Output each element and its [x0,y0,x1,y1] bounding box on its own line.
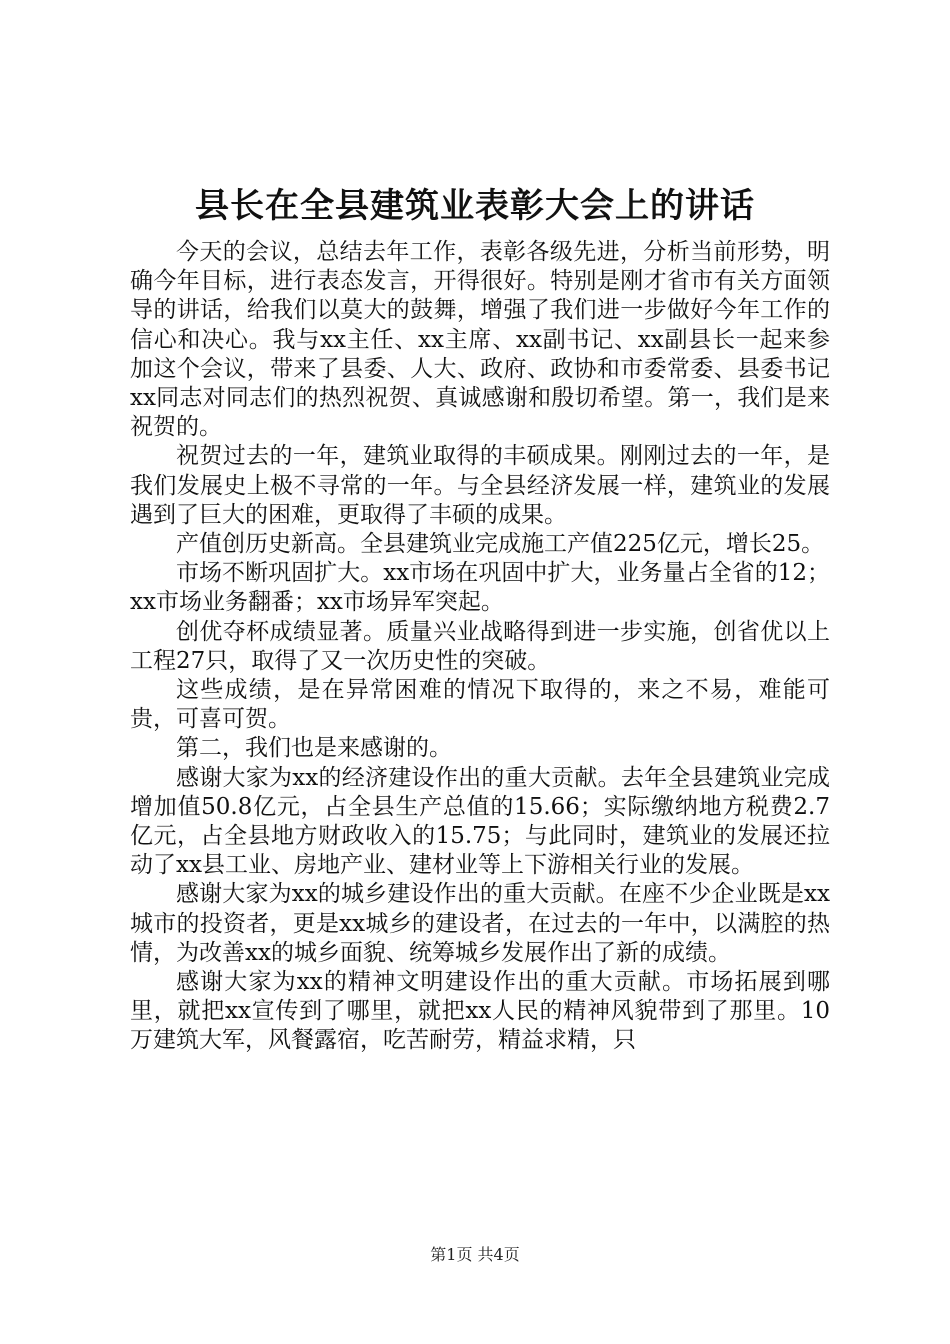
body-paragraph: 这些成绩，是在异常困难的情况下取得的，来之不易，难能可贵，可喜可贺。 [130,677,830,733]
body-paragraph: 祝贺过去的一年，建筑业取得的丰硕成果。刚刚过去的一年，是我们发展史上极不寻常的一年。与全县经济发展一样，建筑业的发展遇到了巨大的困难，更取得了丰硕的成果。 [130,443,830,528]
body-paragraph: 今天的会议，总结去年工作，表彰各级先进，分析当前形势，明确今年目标，进行表态发言，开得很好。特别是刚才省市有关方面领导的讲话，给我们以莫大的鼓舞，增强了我们进一步做好今年工作的信心和决心。我与xx主任、xx主席、xx副书记、xx副县长一起来参加这个会议，带来了县委、人大、政府、政协和市委常委、县委书记xx同志对同志们的热烈祝贺、真诚感谢和殷切希望。第一，我们是来祝贺的。 [130,239,830,441]
body-paragraph: 第二，我们也是来感谢的。 [176,735,452,762]
body-paragraph: 感谢大家为xx的精神文明建设作出的重大贡献。市场拓展到哪里，就把xx宣传到了哪里，就把xx人民的精神风貌带到了那里。10万建筑大军，风餐露宿，吃苦耐劳，精益求精，只 [130,969,830,1054]
document-body [130,238,830,1056]
body-paragraph: 市场不断巩固扩大。xx市场在巩固中扩大，业务量占全省的12；xx市场业务翻番；xx市场异军突起。 [130,560,830,616]
page-number-footer: 第1页 共4页 [430,1245,520,1264]
document-title: 县长在全县建筑业表彰大会上的讲话 [195,186,755,226]
body-paragraph: 感谢大家为xx的城乡建设作出的重大贡献。在座不少企业既是xx城市的投资者，更是xx城乡的建设者，在过去的一年中，以满腔的热情，为改善xx的城乡面貌、统筹城乡发展作出了新的成绩。 [130,881,830,966]
body-paragraph: 感谢大家为xx的经济建设作出的重大贡献。去年全县建筑业完成增加值50.8亿元，占全县生产总值的15.66；实际缴纳地方税费2.7亿元，占全县地方财政收入的15.75；与此同时，建筑业的发展还拉动了xx县工业、房地产业、建材业等上下游相关行业的发展。 [130,764,830,879]
body-paragraph: 产值创历史新高。全县建筑业完成施工产值225亿元，增长25。 [176,531,825,558]
body-paragraph: 创优夺杯成绩显著。质量兴业战略得到进一步实施，创省优以上工程27只，取得了又一次历史性的突破。 [130,618,830,674]
